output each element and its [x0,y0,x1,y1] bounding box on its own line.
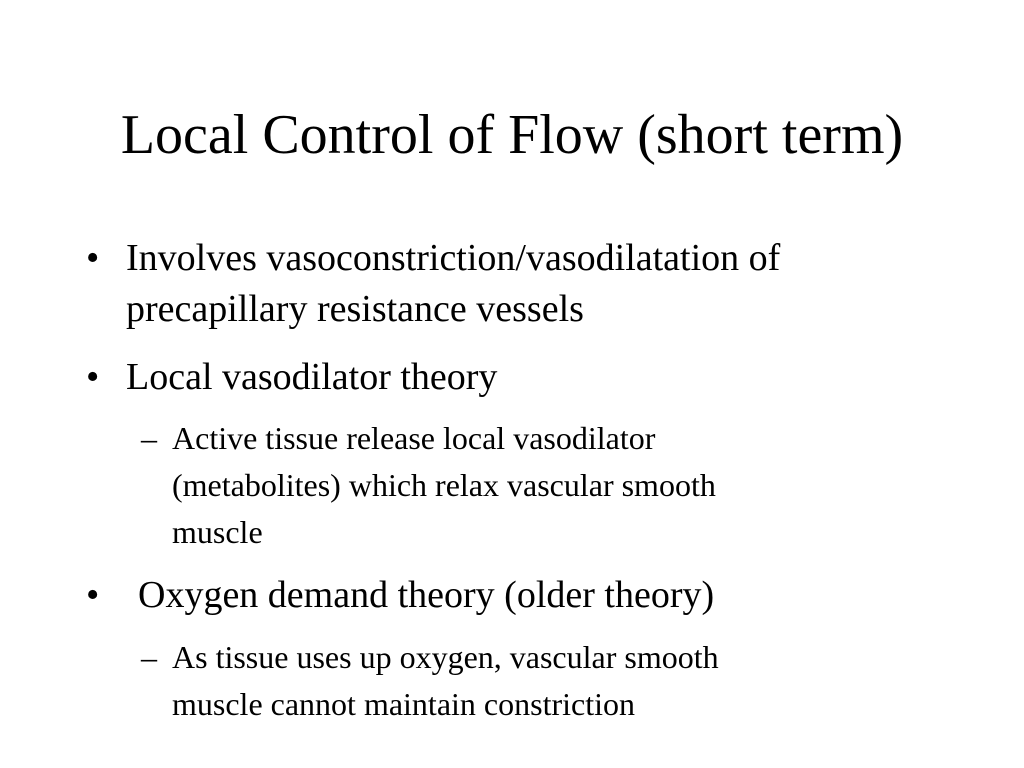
bullet-line: precapillary resistance vessels [126,288,584,330]
sub-bullet-item-tissue-uses-oxygen [141,634,901,728]
sub-bullet-line: Active tissue release local vasodilator [172,420,656,456]
sub-bullet-line: (metabolites) which relax vascular smooth [172,467,716,503]
dash-marker: – [141,420,157,456]
sub-bullet-line: muscle [172,514,263,550]
sub-bullet-item-active-tissue [141,415,901,556]
bullet-marker: • [86,237,100,279]
sub-bullet-line: As tissue uses up oxygen, vascular smooth [172,639,719,675]
slide-title: Local Control of Flow (short term) [120,104,904,166]
bullet-marker: • [86,356,100,398]
bullet-line: Local vasodilator theory [126,356,498,398]
dash-marker: – [141,639,157,675]
sub-bullet-line: muscle cannot maintain constriction [172,686,635,722]
bullet-item-vasoconstriction [86,233,946,335]
bullet-marker: • [86,574,100,616]
bullet-line: Oxygen demand theory (older theory) [138,574,715,616]
bullet-item-local-vasodilator-theory [86,352,946,403]
bullet-item-oxygen-demand-theory [86,570,946,621]
bullet-line: Involves vasoconstriction/vasodilatation of [126,237,781,279]
